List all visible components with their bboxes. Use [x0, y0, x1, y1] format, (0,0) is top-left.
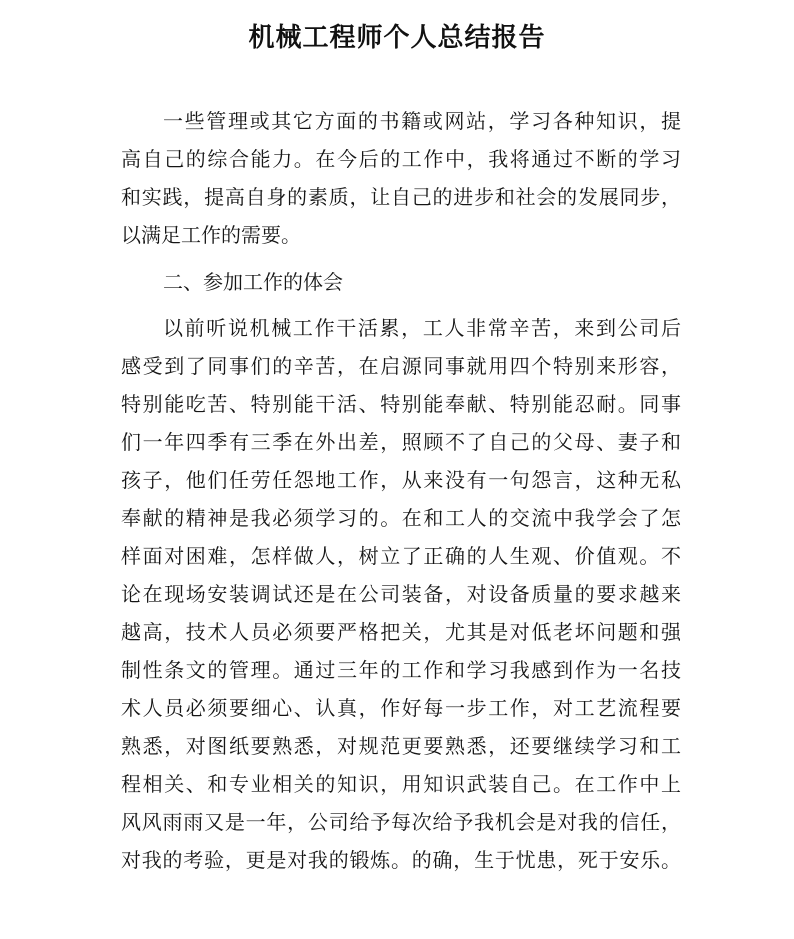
paragraph-line: 熟悉，对图纸要熟悉，对规范更要熟悉，还要继续学习和工 [121, 734, 681, 758]
paragraph-line: 论在现场安装调试还是在公司装备，对设备质量的要求越来 [121, 582, 681, 606]
paragraph-line: 高自己的综合能力。在今后的工作中，我将通过不断的学习 [121, 147, 681, 171]
paragraph-line: 程相关、和专业相关的知识，用知识武装自己。在工作中上 [121, 772, 681, 796]
paragraph-line: 对我的考验，更是对我的锻炼。的确，生于忧患，死于安乐。 [121, 848, 681, 872]
section-heading: 二、参加工作的体会 [163, 270, 343, 294]
document-title: 机械工程师个人总结报告 [248, 23, 546, 53]
paragraph-line: 感受到了同事们的辛苦，在启源同事就用四个特别来形容， [121, 354, 681, 378]
paragraph-line: 制性条文的管理。通过三年的工作和学习我感到作为一名技 [121, 658, 681, 682]
paragraph-line: 特别能吃苦、特别能干活、特别能奉献、特别能忍耐。同事 [121, 392, 681, 416]
paragraph-line: 样面对困难，怎样做人，树立了正确的人生观、价值观。不 [121, 544, 681, 568]
paragraph-line: 术人员必须要细心、认真，作好每一步工作，对工艺流程要 [121, 696, 681, 720]
paragraph-line: 奉献的精神是我必须学习的。在和工人的交流中我学会了怎 [121, 506, 681, 530]
paragraph-line: 以满足工作的需要。 [121, 223, 301, 247]
paragraph-line: 和实践，提高自身的素质，让自己的进步和社会的发展同步， [121, 185, 681, 209]
paragraph-line: 一些管理或其它方面的书籍或网站，学习各种知识，提 [163, 109, 681, 133]
paragraph-line: 越高，技术人员必须要严格把关，尤其是对低老坏问题和强 [121, 620, 681, 644]
paragraph-line: 们一年四季有三季在外出差，照顾不了自己的父母、妻子和 [121, 430, 681, 454]
paragraph-line: 孩子，他们任劳任怨地工作，从来没有一句怨言，这种无私 [121, 468, 681, 492]
paragraph-line: 以前听说机械工作干活累，工人非常辛苦，来到公司后 [163, 316, 681, 340]
paragraph-line: 风风雨雨又是一年，公司给予每次给予我机会是对我的信任， [121, 810, 681, 834]
